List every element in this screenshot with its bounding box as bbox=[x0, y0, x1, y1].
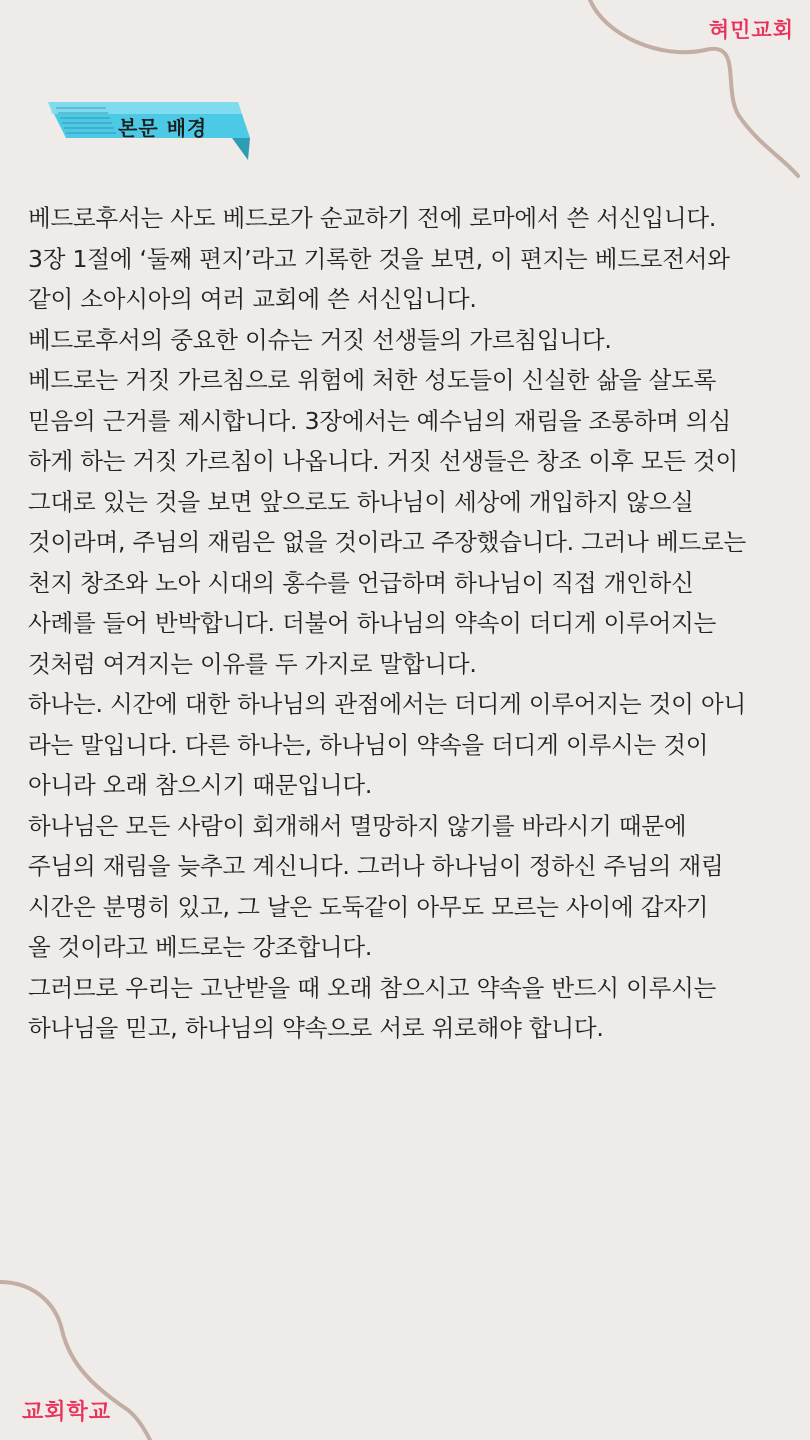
body-line: 것이라며, 주님의 재림은 없을 것이라고 주장했습니다. 그러나 베드로는 bbox=[28, 528, 746, 556]
body-line: 믿음의 근거를 제시합니다. 3장에서는 예수님의 재림을 조롱하며 의심 bbox=[28, 406, 731, 435]
body-line: 라는 말입니다. 다른 하나는, 하나님이 약속을 더디게 이루시는 것이 bbox=[28, 730, 709, 759]
body-line: 그러므로 우리는 고난받을 때 오래 참으시고 약속을 반드시 이루시는 bbox=[28, 973, 717, 1002]
body-line: 하나님은 모든 사람이 회개해서 멸망하지 않기를 바라시기 때문에 bbox=[28, 811, 687, 840]
body-line: 같이 소아시아의 여러 교회에 쓴 서신입니다. bbox=[28, 285, 477, 313]
body-line: 사례를 들어 반박합니다. 더불어 하나님의 약속이 더디게 이루어지는 bbox=[28, 609, 717, 637]
body-line: 주님의 재림을 늦추고 계신니다. 그러나 하나님이 정하신 주님의 재림 bbox=[28, 852, 724, 880]
body-line: 그대로 있는 것을 보면 앞으로도 하나님이 세상에 개입하지 않으실 bbox=[28, 487, 694, 516]
body-line: 3장 1절에 ‘둘째 편지’라고 기록한 것을 보면, 이 편지는 베드로전서와 bbox=[28, 244, 730, 273]
body-line: 베드로후서의 중요한 이슈는 거짓 선생들의 가르침입니다. bbox=[28, 325, 612, 354]
body-line: 것처럼 여겨지는 이유를 두 가지로 말합니다. bbox=[28, 649, 477, 678]
section-badge bbox=[46, 100, 256, 162]
school-name: 교회학교 bbox=[22, 1400, 112, 1425]
body-line: 아니라 오래 참으시기 때문입니다. bbox=[28, 771, 373, 799]
body-line: 하나는. 시간에 대한 하나님의 관점에서는 더디게 이루어지는 것이 아니 bbox=[28, 690, 746, 718]
body-line: 올 것이라고 베드로는 강조합니다. bbox=[28, 933, 373, 961]
section-title: 본문 배경 bbox=[118, 116, 208, 140]
body-line: 시간은 분명히 있고, 그 날은 도둑같이 아무도 모르는 사이에 갑자기 bbox=[28, 892, 709, 921]
body-line: 베드로후서는 사도 베드로가 순교하기 전에 로마에서 쓴 서신입니다. bbox=[28, 204, 717, 232]
body-line: 하게 하는 거짓 가르침이 나옵니다. 거짓 선생들은 창조 이후 모든 것이 bbox=[28, 447, 738, 475]
body-line: 하나님을 믿고, 하나님의 약속으로 서로 위로해야 합니다. bbox=[28, 1014, 604, 1042]
body-text bbox=[28, 198, 798, 1049]
church-name: 혀민교회 bbox=[708, 18, 794, 42]
body-line: 천지 창조와 노아 시대의 홍수를 언급하며 하나님이 직접 개인하신 bbox=[28, 568, 694, 597]
body-line: 베드로는 거짓 가르침으로 위험에 처한 성도들이 신실한 삶을 살도록 bbox=[28, 366, 717, 394]
